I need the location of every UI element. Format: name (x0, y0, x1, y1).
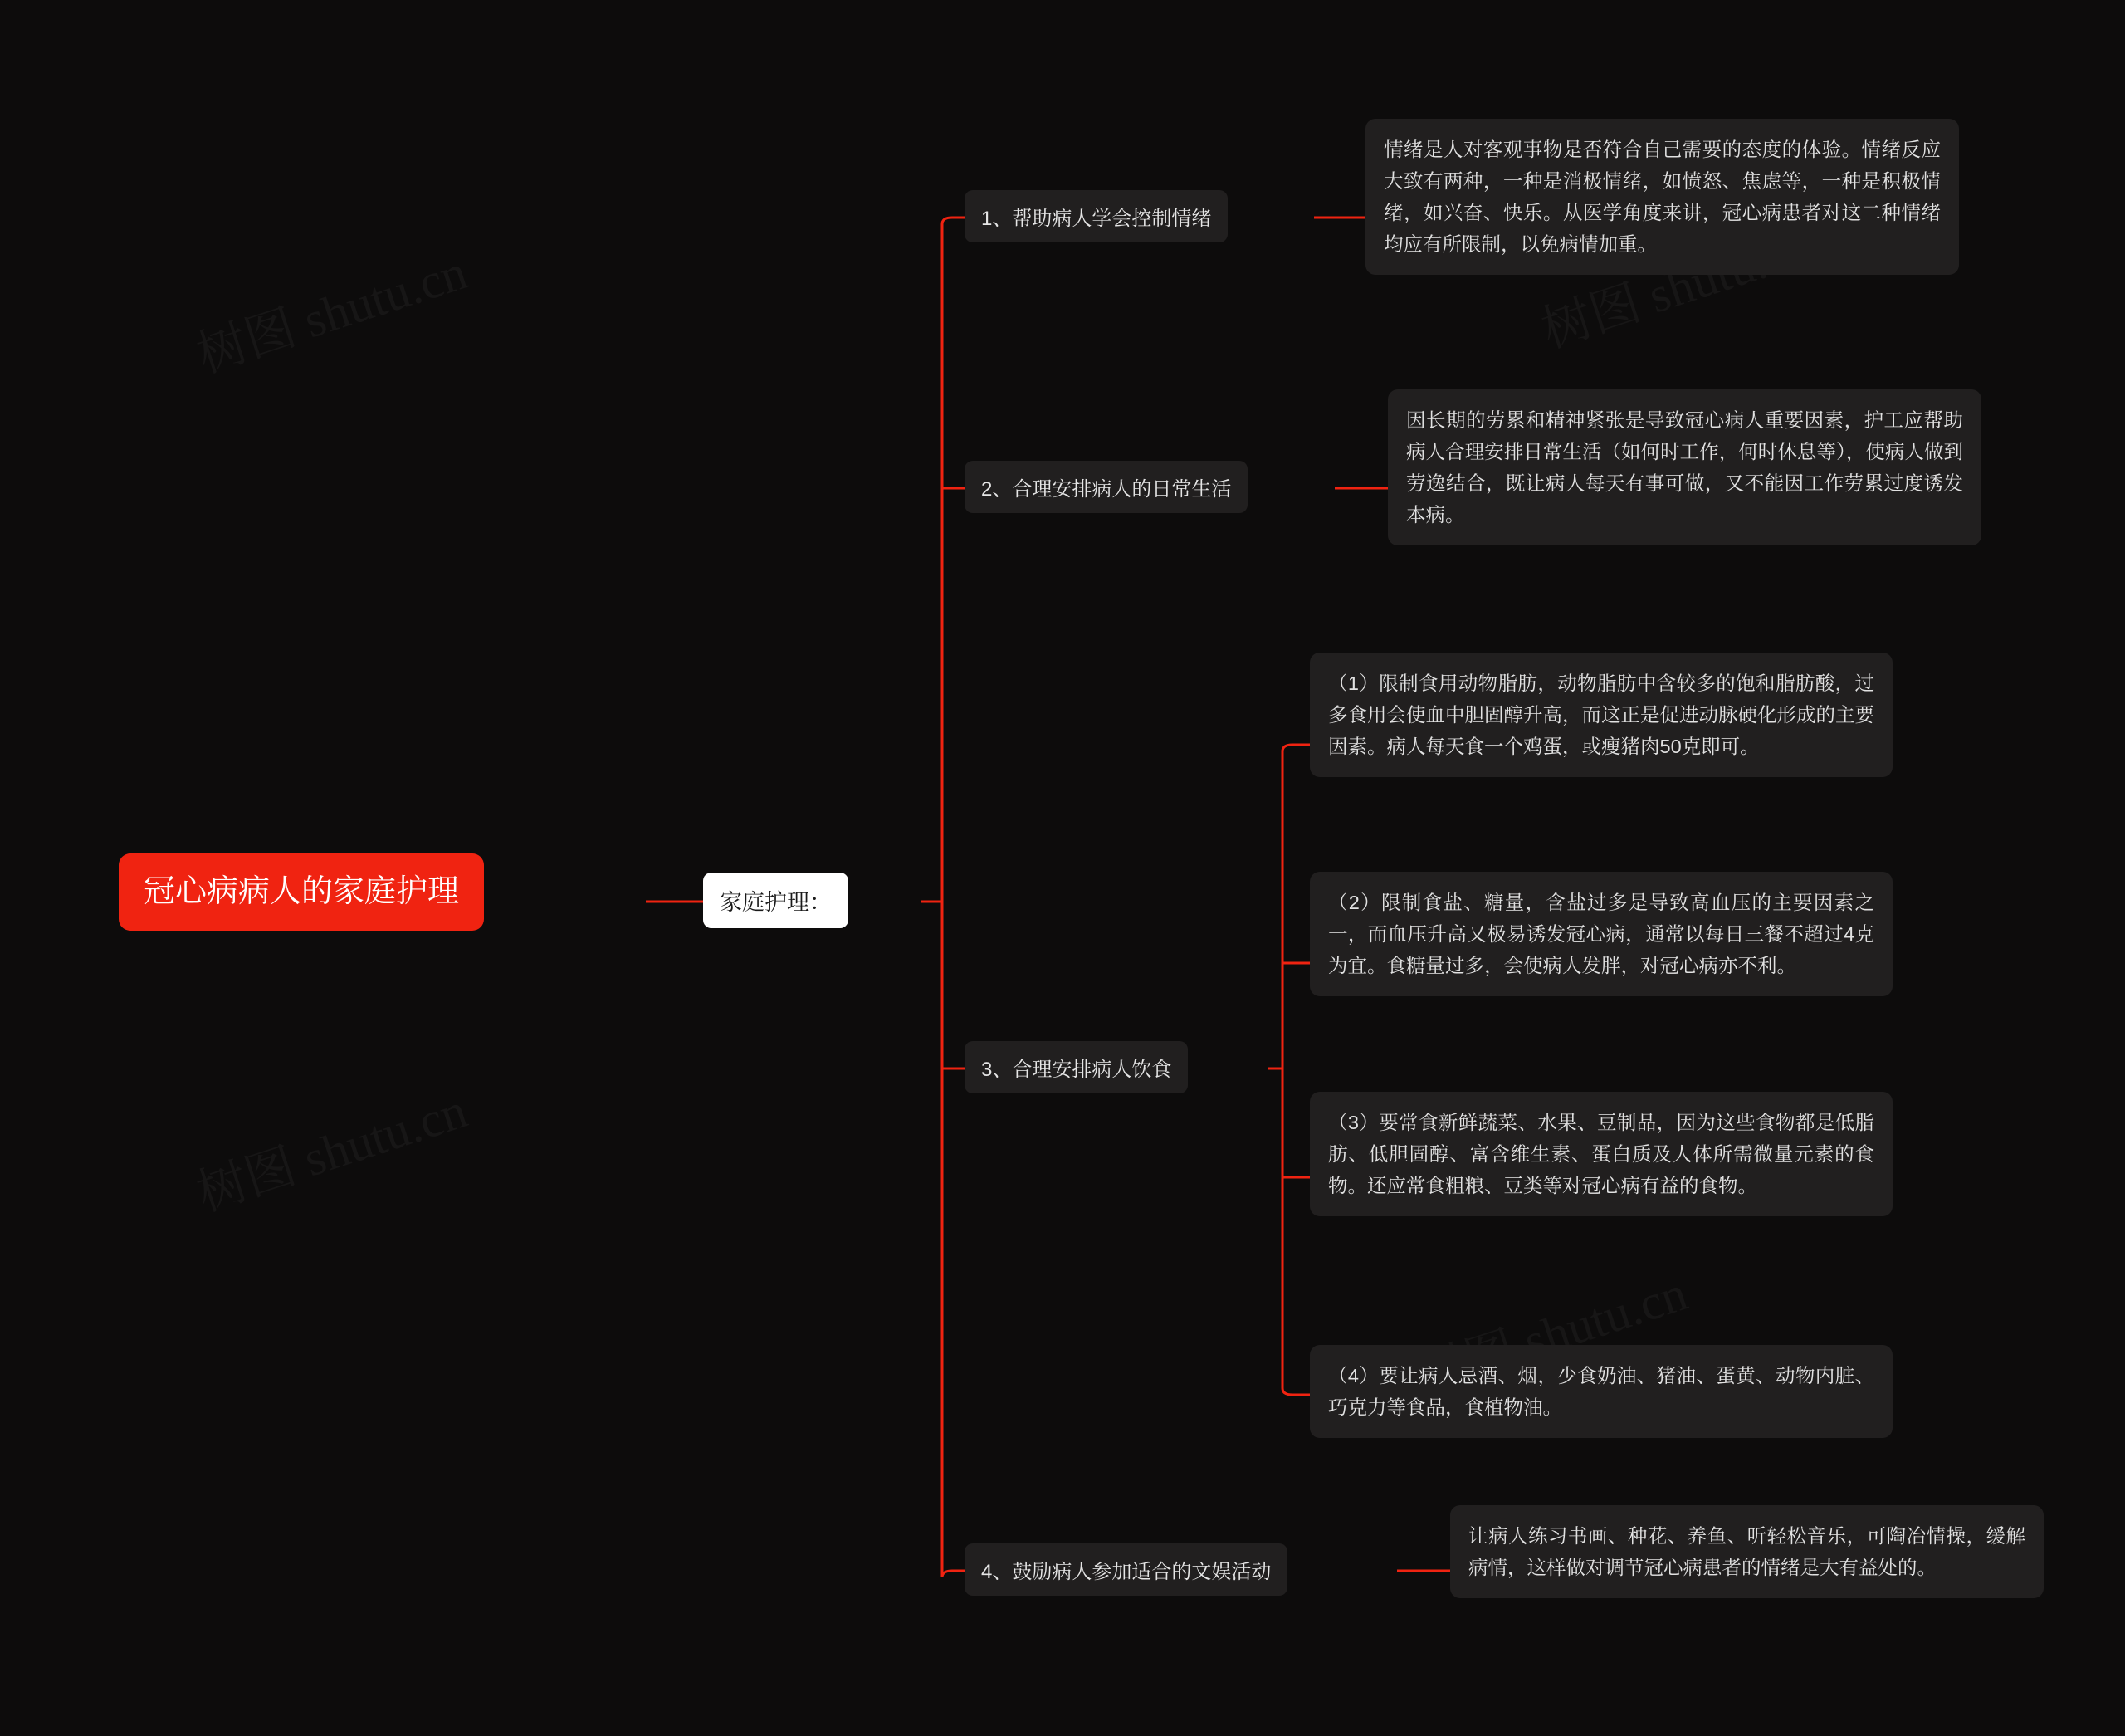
root-node[interactable]: 冠心病病人的家庭护理 (119, 853, 484, 931)
watermark (187, 1071, 475, 1225)
topic-node-2[interactable]: 2、合理安排病人的日常生活 (965, 461, 1248, 513)
detail-node-3-1[interactable]: （1）限制食用动物脂肪，动物脂肪中含较多的饱和脂肪酸，过多食用会使血中胆固醇升高，而这正是促进动脉硬化形成的主要因素。病人每天食一个鸡蛋，或瘦猪肉50克即可。 (1310, 653, 1893, 777)
detail-node-1-1[interactable]: 情绪是人对客观事物是否符合自己需要的态度的体验。情绪反应大致有两种，一种是消极情绪，如愤怒、焦虑等，一种是积极情绪，如兴奋、快乐。从医学角度来讲，冠心病患者对这二种情绪均应有所限制，以免病情加重。 (1365, 119, 1959, 275)
detail-node-3-2[interactable]: （2）限制食盐、糖量，含盐过多是导致高血压的主要因素之一，而血压升高又极易诱发冠心病，通常以每日三餐不超过4克为宜。食糖量过多，会使病人发胖，对冠心病亦不利。 (1310, 872, 1893, 996)
detail-node-4-1[interactable]: 让病人练习书画、种花、养鱼、听轻松音乐，可陶冶情操，缓解病情，这样做对调节冠心病患者的情绪是大有益处的。 (1450, 1505, 2044, 1598)
detail-node-2-1[interactable]: 因长期的劳累和精神紧张是导致冠心病人重要因素，护工应帮助病人合理安排日常生活（如何时工作，何时休息等），使病人做到劳逸结合，既让病人每天有事可做，又不能因工作劳累过度诱发本病。 (1388, 389, 1981, 545)
detail-node-3-3[interactable]: （3）要常食新鲜蔬菜、水果、豆制品，因为这些食物都是低脂肪、低胆固醇、富含维生素、蛋白质及人体所需微量元素的食物。还应常食粗粮、豆类等对冠心病有益的食物。 (1310, 1092, 1893, 1216)
watermark (187, 232, 475, 387)
topic-node-4[interactable]: 4、鼓励病人参加适合的文娱活动 (965, 1543, 1287, 1596)
topic-node-3[interactable]: 3、合理安排病人饮食 (965, 1041, 1188, 1093)
detail-node-3-4[interactable]: （4）要让病人忌酒、烟，少食奶油、猪油、蛋黄、动物内脏、巧克力等食品，食植物油。 (1310, 1345, 1893, 1438)
branch-node-family-care[interactable]: 家庭护理： (703, 873, 848, 928)
topic-node-1[interactable]: 1、帮助病人学会控制情绪 (965, 190, 1228, 242)
